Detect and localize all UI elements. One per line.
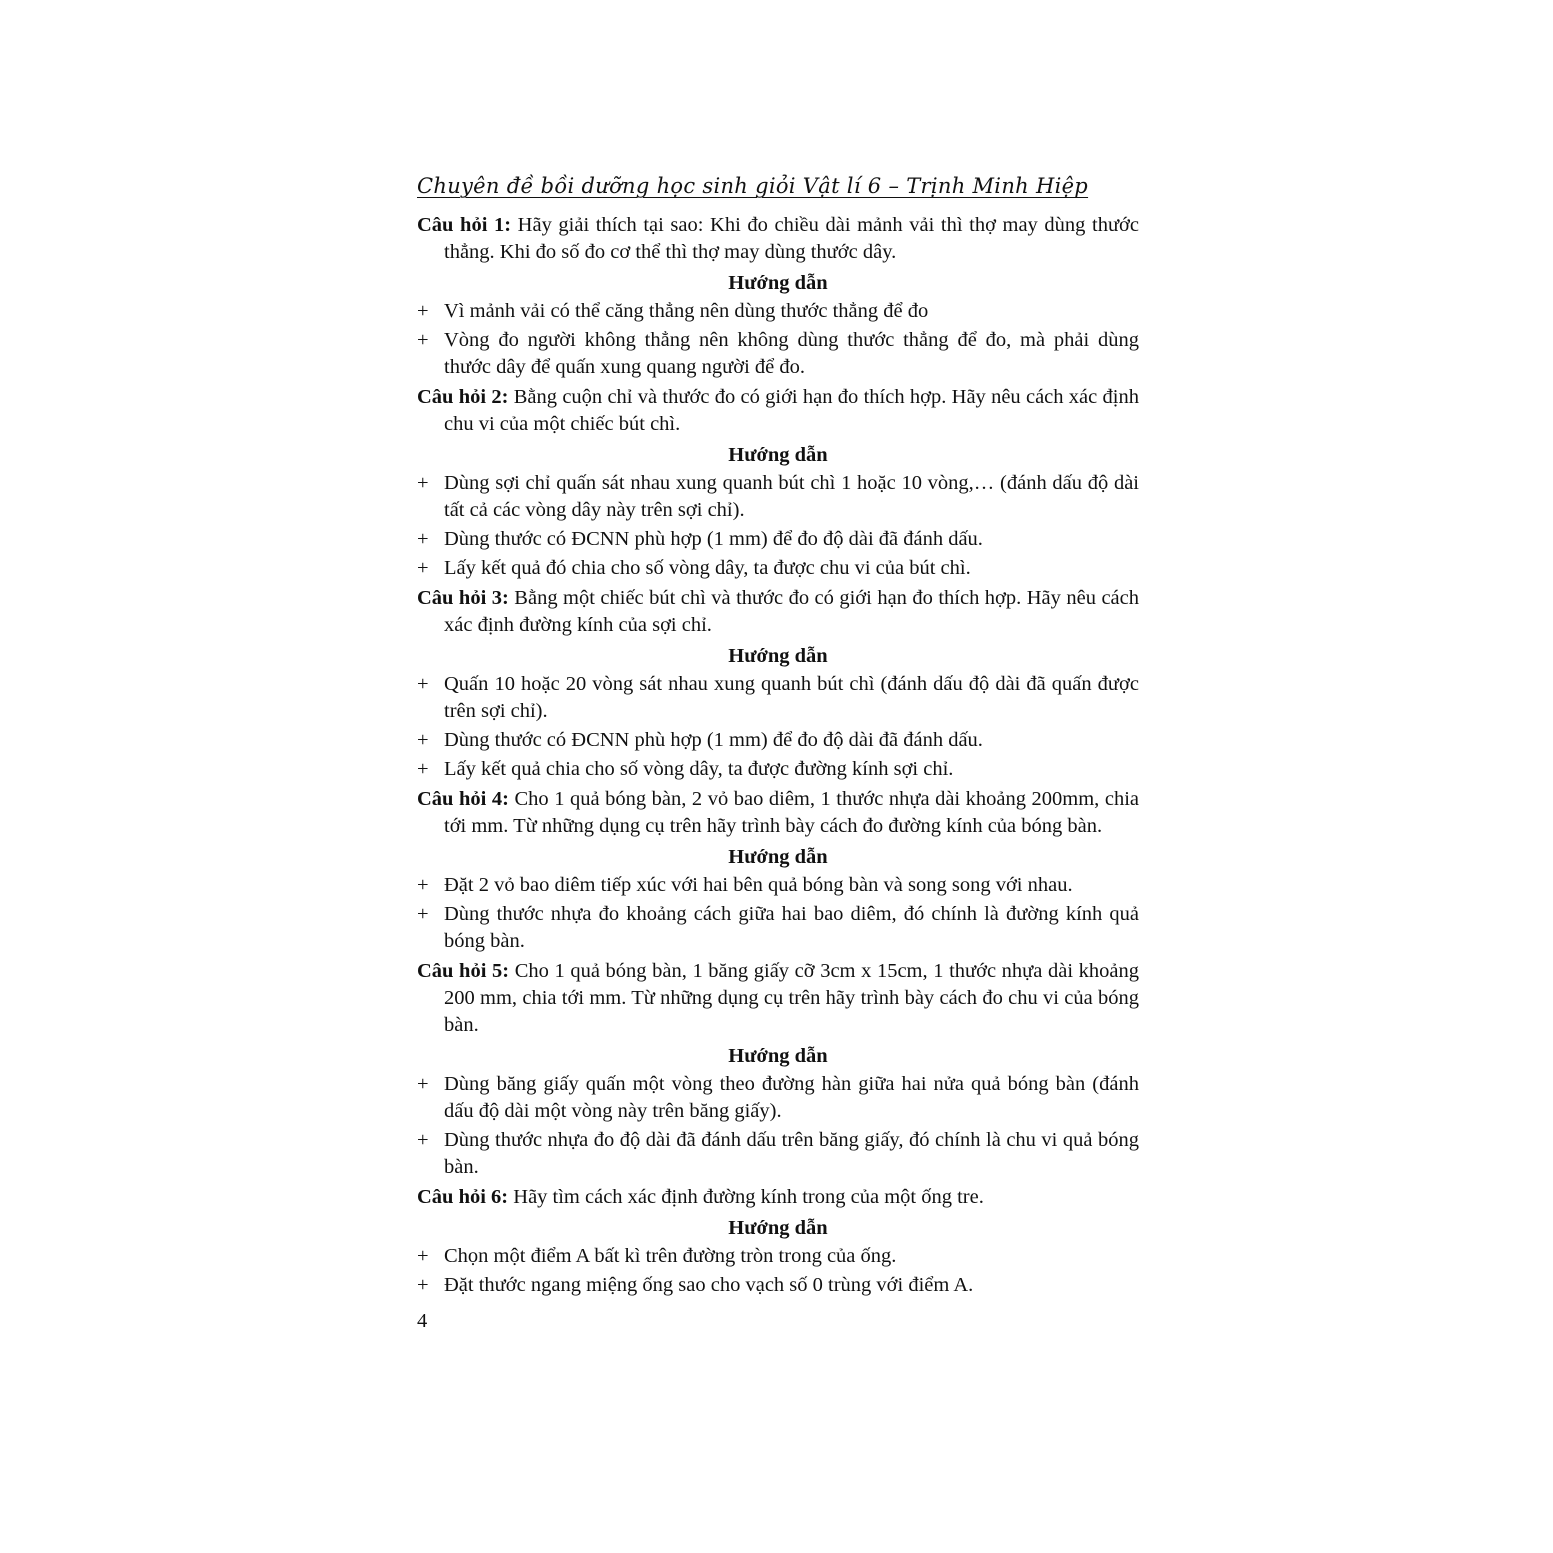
answer-text: Đặt thước ngang miệng ống sao cho vạch số 0 trùng với điểm A. (444, 1274, 974, 1296)
question-list (417, 212, 1139, 1299)
question-block (417, 212, 1139, 381)
plus-bullet-icon: + (417, 758, 429, 780)
answer-item (417, 298, 1139, 325)
answer-text: Lấy kết quả đó chia cho số vòng dây, ta được chu vi của bút chì. (444, 557, 971, 579)
plus-bullet-icon: + (417, 557, 429, 579)
question-label: Câu hỏi 6: (417, 1186, 509, 1208)
answer-item (417, 727, 1139, 754)
question-text (417, 958, 1139, 1039)
question-text (417, 585, 1139, 639)
plus-bullet-icon: + (417, 472, 429, 494)
answer-text: Quấn 10 hoặc 20 vòng sát nhau xung quanh bút chì (đánh dấu độ dài đã quấn được trên sợi chỉ). (444, 673, 1139, 722)
answer-list (417, 1243, 1139, 1299)
question-text (417, 786, 1139, 840)
question-body: Hãy giải thích tại sao: Khi đo chiều dài mảnh vải thì thợ may dùng thước thẳng. Khi đo số đo cơ thể thì thợ may dùng thước dây. (444, 214, 1139, 263)
question-body: Hãy tìm cách xác định đường kính trong của một ống tre. (508, 1186, 984, 1208)
question-block (417, 958, 1139, 1181)
answer-list (417, 470, 1139, 582)
plus-bullet-icon: + (417, 300, 429, 322)
page-number: 4 (417, 1310, 428, 1332)
question-label: Câu hỏi 3: (417, 587, 509, 609)
plus-bullet-icon: + (417, 874, 429, 896)
plus-bullet-icon: + (417, 1073, 429, 1095)
question-label: Câu hỏi 4: (417, 788, 509, 810)
answer-list (417, 298, 1139, 381)
plus-bullet-icon: + (417, 1245, 429, 1267)
question-text (417, 212, 1139, 266)
guide-heading: Hướng dẫn (728, 1217, 828, 1239)
answer-item (417, 901, 1139, 955)
answer-list (417, 872, 1139, 955)
question-body: Bằng một chiếc bút chì và thước đo có giới hạn đo thích hợp. Hãy nêu cách xác định đường kính của sợi chỉ. (444, 587, 1139, 636)
plus-bullet-icon: + (417, 1274, 429, 1296)
answer-list (417, 671, 1139, 783)
question-block (417, 786, 1139, 955)
question-body: Cho 1 quả bóng bàn, 1 băng giấy cỡ 3cm x 15cm, 1 thước nhựa dài khoảng 200 mm, chia tới mm. Từ những dụng cụ trên hãy trình bày cách đo chu vi của bóng bàn. (444, 960, 1139, 1036)
answer-item (417, 1243, 1139, 1270)
answer-text: Dùng thước nhựa đo độ dài đã đánh dấu trên băng giấy, đó chính là chu vi quả bóng bàn. (444, 1129, 1139, 1178)
answer-text: Dùng băng giấy quấn một vòng theo đường hàn giữa hai nửa quả bóng bàn (đánh dấu độ dài một vòng này trên băng giấy). (444, 1073, 1139, 1122)
guide-heading: Hướng dẫn (728, 846, 828, 868)
question-text (417, 1184, 1139, 1211)
question-label: Câu hỏi 2: (417, 386, 509, 408)
question-block (417, 585, 1139, 783)
question-block (417, 384, 1139, 582)
answer-item (417, 1272, 1139, 1299)
answer-item (417, 1127, 1139, 1181)
answer-text: Dùng thước có ĐCNN phù hợp (1 mm) để đo độ dài đã đánh dấu. (444, 729, 983, 751)
answer-text: Vòng đo người không thẳng nên không dùng thước thẳng để đo, mà phải dùng thước dây để quấn xung quang người để đo. (444, 329, 1139, 378)
question-label: Câu hỏi 1: (417, 214, 512, 236)
plus-bullet-icon: + (417, 528, 429, 550)
plus-bullet-icon: + (417, 1129, 429, 1151)
question-block (417, 1184, 1139, 1299)
question-text (417, 384, 1139, 438)
plus-bullet-icon: + (417, 673, 429, 695)
answer-item (417, 555, 1139, 582)
answer-item (417, 1071, 1139, 1125)
guide-heading: Hướng dẫn (728, 444, 828, 466)
question-body: Bằng cuộn chỉ và thước đo có giới hạn đo thích hợp. Hãy nêu cách xác định chu vi của một chiếc bút chì. (444, 386, 1139, 435)
plus-bullet-icon: + (417, 903, 429, 925)
guide-heading: Hướng dẫn (728, 272, 828, 294)
answer-item (417, 327, 1139, 381)
answer-text: Vì mảnh vải có thể căng thẳng nên dùng thước thẳng để đo (444, 300, 929, 322)
answer-item (417, 526, 1139, 553)
answer-text: Dùng thước có ĐCNN phù hợp (1 mm) để đo độ dài đã đánh dấu. (444, 528, 983, 550)
answer-item (417, 872, 1139, 899)
answer-text: Đặt 2 vỏ bao diêm tiếp xúc với hai bên quả bóng bàn và song song với nhau. (444, 874, 1073, 896)
plus-bullet-icon: + (417, 329, 429, 351)
question-label: Câu hỏi 5: (417, 960, 510, 982)
answer-text: Chọn một điểm A bất kì trên đường tròn trong của ống. (444, 1245, 897, 1267)
answer-text: Dùng sợi chỉ quấn sát nhau xung quanh bút chì 1 hoặc 10 vòng,… (đánh dấu độ dài tất cả các vòng dây này trên sợi chỉ). (444, 472, 1139, 521)
answer-text: Lấy kết quả chia cho số vòng dây, ta được đường kính sợi chỉ. (444, 758, 954, 780)
answer-item (417, 470, 1139, 524)
plus-bullet-icon: + (417, 729, 429, 751)
running-header: Chuyên đề bồi dưỡng học sinh giỏi Vật lí 6 – Trịnh Minh Hiệp (417, 174, 1089, 198)
question-body: Cho 1 quả bóng bàn, 2 vỏ bao diêm, 1 thước nhựa dài khoảng 200mm, chia tới mm. Từ những dụng cụ trên hãy trình bày cách đo đường kính của bóng bàn. (444, 788, 1139, 837)
guide-heading: Hướng dẫn (728, 645, 828, 667)
guide-heading: Hướng dẫn (728, 1045, 828, 1067)
answer-list (417, 1071, 1139, 1181)
answer-item (417, 671, 1139, 725)
document-page (417, 170, 1139, 1335)
answer-item (417, 756, 1139, 783)
answer-text: Dùng thước nhựa đo khoảng cách giữa hai bao diêm, đó chính là đường kính quả bóng bàn. (444, 903, 1139, 952)
